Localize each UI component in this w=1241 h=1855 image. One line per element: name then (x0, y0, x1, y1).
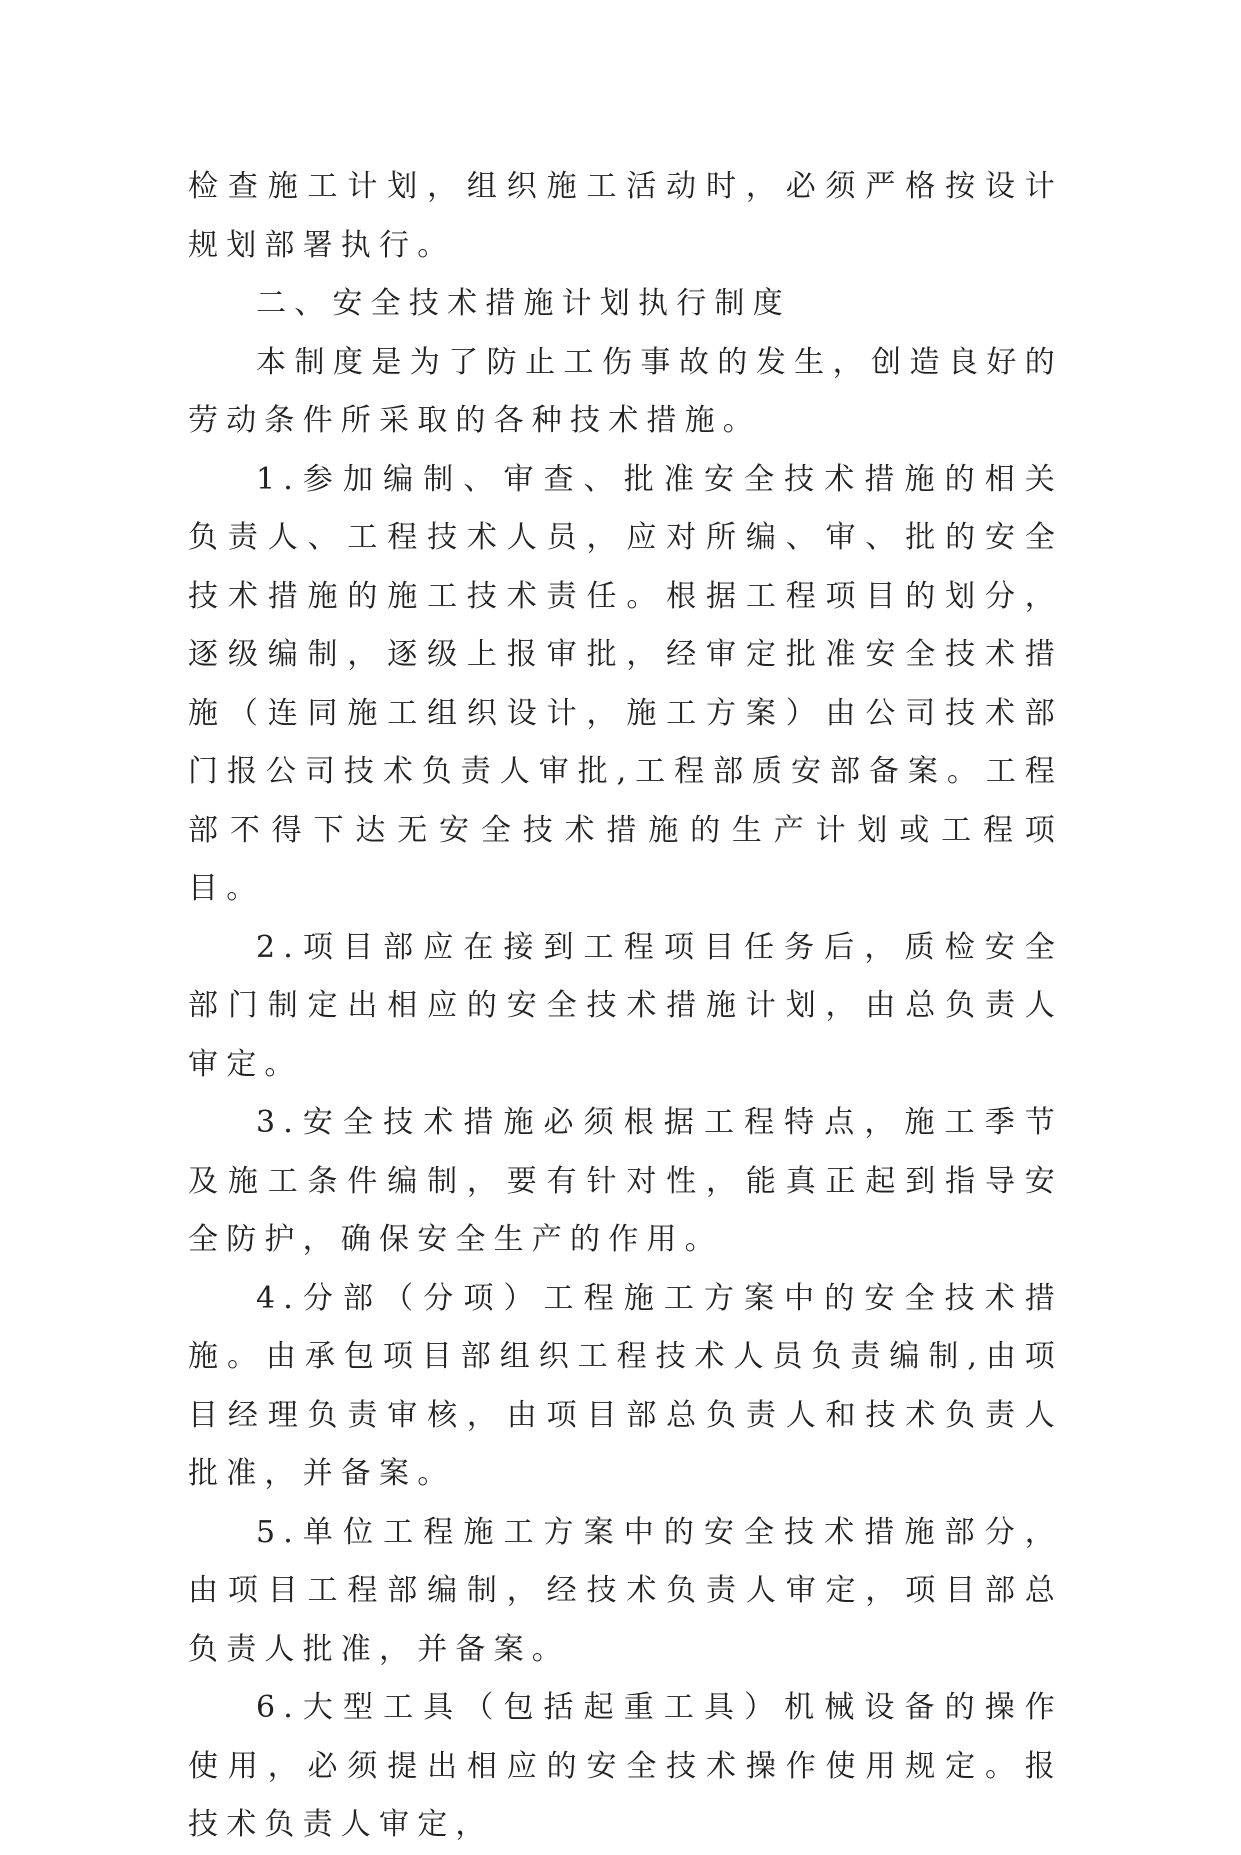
paragraph-item-2: 2.项目部应在接到工程项目任务后，质检安全部门制定出相应的安全技术措施计划，由总负责人审定。 (188, 929, 1063, 1082)
paragraph-item-1: 1.参加编制、审查、批准安全技术措施的相关负责人、工程技术人员，应对所编、审、批的安全技术措施的施工技术责任。根据工程项目的划分，逐级编制，逐级上报审批，经审定批准安全技术措施（连同施工组织设计，施工方案）由公司技术部门报公司技术负责人审批,工程部质安部备案。工程部不得下达无安全技术措施的生产计划或工程项目。 (188, 461, 1063, 906)
paragraph-intro: 本制度是为了防止工伤事故的发生，创造良好的劳动条件所采取的各种技术措施。 (188, 344, 1063, 438)
paragraph-item-3: 3.安全技术措施必须根据工程特点，施工季节及施工条件编制，要有针对性，能真正起到指导安全防护，确保安全生产的作用。 (188, 1105, 1063, 1257)
section-heading: 二、安全技术措施计划执行制度 (256, 286, 791, 321)
paragraph-continuation: 检查施工计划，组织施工活动时，必须严格按设计规划部署执行。 (188, 169, 1063, 263)
paragraph-item-6: 6.大型工具（包括起重工具）机械设备的操作使用，必须提出相应的安全技术操作使用规定。报技术负责人审定， (188, 1690, 1063, 1842)
paragraph-item-5: 5.单位工程施工方案中的安全技术措施部分，由项目工程部编制，经技术负责人审定，项目部总负责人批准，并备案。 (188, 1514, 1063, 1667)
document-body (188, 158, 1063, 1855)
paragraph-item-4: 4.分部（分项）工程施工方案中的安全技术措施。由承包项目部组织工程技术人员负责编制,由项目经理负责审核，由项目部总负责人和技术负责人批准，并备案。 (188, 1280, 1063, 1491)
